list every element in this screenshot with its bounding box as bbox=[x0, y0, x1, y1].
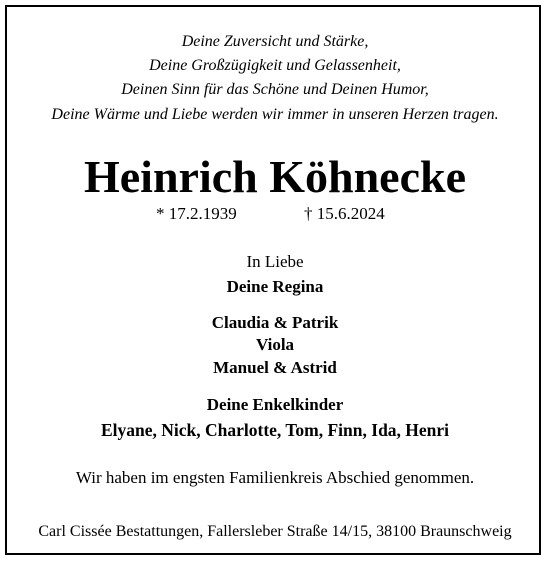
verse-line-3: Deinen Sinn für das Schöne und Deinen Humor, bbox=[121, 81, 429, 98]
intro-text: In Liebe bbox=[246, 252, 304, 271]
grandchildren-heading: Deine Enkelkinder bbox=[206, 395, 344, 414]
verse-line-4: Deine Wärme und Liebe werden wir immer in unseren Herzen tragen. bbox=[51, 106, 499, 123]
deceased-name: Heinrich Köhnecke bbox=[83, 151, 467, 202]
funeral-home-address: Carl Cissée Bestattungen, Fallersleber Straße 14/15, 38100 Braunschweig bbox=[38, 523, 512, 540]
death-date: † 15.6.2024 bbox=[304, 204, 385, 223]
partner-name: Deine Regina bbox=[226, 277, 324, 296]
child-line-2: Viola bbox=[255, 335, 295, 354]
farewell-notice: Wir haben im engsten Familienkreis Abschied genommen. bbox=[75, 468, 475, 487]
verse-line-2: Deine Großzügigkeit und Gelassenheit, bbox=[149, 57, 401, 74]
birth-date: * 17.2.1939 bbox=[156, 204, 237, 223]
verse-line-1: Deine Zuversicht und Stärke, bbox=[181, 33, 369, 50]
grandchildren-names: Elyane, Nick, Charlotte, Tom, Finn, Ida, Henri bbox=[100, 420, 450, 440]
child-line-1: Claudia & Patrik bbox=[211, 313, 339, 332]
child-line-3: Manuel & Astrid bbox=[213, 358, 337, 377]
